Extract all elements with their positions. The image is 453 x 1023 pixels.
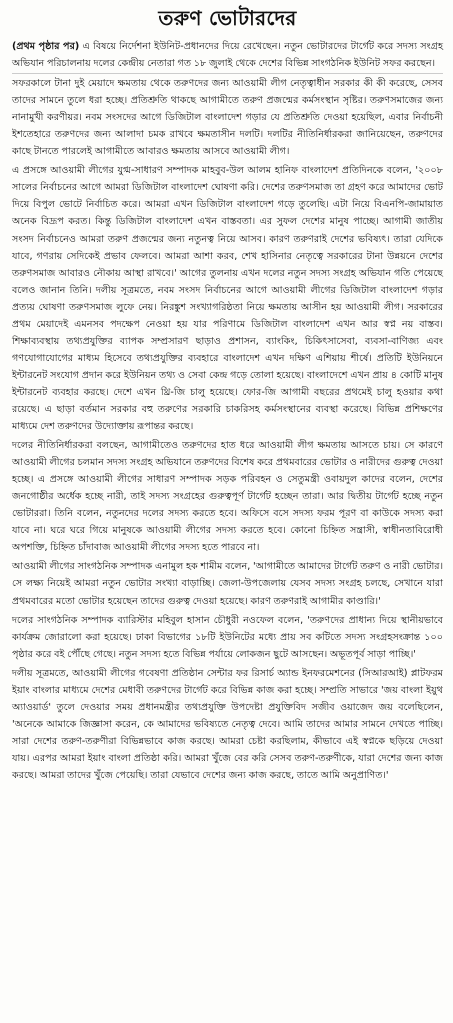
article-paragraph-4: দলের নীতিনির্ধারকরা বলছেন, আগামীতেও তরুণদের হাত ধরে আওয়ামী লীগ ক্ষমতায় আসতে চায়। সে কারণে আওয়ামী লীগের চলমান সদস্য সংগ্রহ অভিযানে তরুণদের বিশেষ করে প্রথমবারের ভোটার ও নারীদের গুরুত্ব দেওয়া হচ্ছে। এ প্রসঙ্গে আওয়ামী লীগের সাধারণ সম্পাদক সড়ক পরিবহন ও সেতুমন্ত্রী ওবায়দুল কাদের বলেন, দেশের জনগোষ্ঠীর অর্ধেক হচ্ছে নারী, তাই সদস্য সংগ্রহের গুরুত্বপূর্ণ টার্গেট হচ্ছেন তারা। আর দ্বিতীয় টার্গেট হচ্ছে নতুন ভোটাররা। তিনি বলেন, নতুনদের দলের সদস্য করতে হবে। অফিসে বসে সদস্য ফরম পূরণ বা কাউকে সদস্য করা যাবে না। ঘরে ঘরে গিয়ে মানুষকে আওয়ামী লীগের সদস্য করতে হবে। কোনো চিহ্নিত সন্ত্রাসী, স্বাধীনতাবিরোধী অপশক্তি, চিহ্নিত চাঁদাবাজ আওয়ামী লীগের সদস্য হতে পারবে না। — [12, 440, 443, 554]
paragraph-divider — [12, 73, 443, 74]
continuation-label: (প্রথম পৃষ্ঠার পর) — [12, 41, 80, 52]
article-paragraph-6: দলের সাংগঠনিক সম্পাদক ব্যারিস্টার মহিবুল হাসান চৌধুরী নওফেল বলেন, 'তরুণদের প্রাধান্য দিয়ে স্থানীয়ভাবে কার্যক্রম জোরালো করা হয়েছে। ঢাকা বিভাগের ১৮টি ইউনিটের মধ্যে প্রায় সব কটিতে সদস্য সংগ্রহসংক্রান্ত ১০০ পৃষ্ঠার করে বই পৌঁছে গেছে। নতুন সদস্য হতে বিভিন্ন পর্যায়ে লোকজন ছুটে আসছেন। অভূতপূর্ব সাড়া পাচ্ছি।' — [12, 614, 443, 660]
article-body — [12, 38, 443, 784]
article-paragraph-5: আওয়ামী লীগের সাংগঠনিক সম্পাদক এনামুল হক শামীম বলেন, 'আগামীতে আমাদের টার্গেট তরুণ ও নারী ভোটার। সে লক্ষ্য নিয়েই আমরা নতুন ভোটার সংখ্যা বাড়াচ্ছি। জেলা-উপজেলায় যেসব সদস্য সংগ্রহ চলছে, সেখানে যারা প্রথমবারের মতো ভোটার হয়েছেন তাদের গুরুত্ব দেওয়া হয়েছে। কারণ তরুণরাই আগামীর কাণ্ডারি।' — [12, 561, 443, 607]
paragraph-1-text: এ বিষয়ে নির্দেশনা ইউনিট-প্রধানদের দিয়ে রেখেছেন। নতুন ভোটারদের টার্গেট করে সদস্য সংগ্রহ অভিযান পরিচালনায় দলের কেন্দ্রীয় নেতারা গত ১৮ জুলাই থেকে দেশের বিভিন্ন সাংগঠনিক ইউনিট সফর করছেন। — [12, 41, 443, 70]
article-paragraph-7: দলীয় সূত্রমতে, আওয়ামী লীগের গবেষণা প্রতিষ্ঠান সেন্টার ফর রিসার্চ অ্যান্ড ইনফরমেশনের (সিআরআই) প্লাটফরম ইয়াং বাংলার মাধ্যমে দেশের মেধাবী তরুণদের টার্গেট করে বিভিন্ন কাজ করা হচ্ছে। সম্প্রতি সাভারে 'জয় বাংলা ইয়ুথ অ্যাওয়ার্ড' তুলে দেওয়ার সময় প্রধানমন্ত্রীর তথ্যপ্রযুক্তি উপদেষ্টা প্রযুক্তিবিদ সজীব ওয়াজেদ জয় বলেছিলেন, 'অনেকে আমাকে জিজ্ঞাসা করেন, কে আমাদের ভবিষ্যতে নেতৃত্ব দেবে। আমি তাদের আমার সামনে দেখতে পাচ্ছি। সারা দেশের তরুণ-তরুণীরা বিভিন্নভাবে কাজ করছে। আমরা চেষ্টা করছিলাম, কীভাবে এই স্বপ্নকে ছড়িয়ে দেওয়া যায়। এরপর আমরা ইয়াং বাংলা প্রতিষ্ঠা করি। আমরা খুঁজে বের করি সেসব তরুণ-তরুণীকে, যারা দেশের জন্য কাজ করছে। আমরা তাদের খুঁজে পেয়েছি। তারা যেভাবে দেশের জন্য কাজ করছে, তাতে আমি অনুপ্রাণিত।' — [12, 667, 443, 781]
article-paragraph-1 — [12, 38, 443, 72]
article-paragraph-3: এ প্রসঙ্গে আওয়ামী লীগের যুগ্ম-সাধারণ সম্পাদক মাহবুব-উল আলম হানিফ বাংলাদেশ প্রতিদিনকে বলেন, '২০০৮ সালের নির্বাচনের আগে আমরা ডিজিটাল বাংলাদেশ ঘোষণা করি। দেশের তরুণসমাজ তা গ্রহণ করে আমাদের ভোট দিয়ে বিপুল ভোটে নির্বাচিত করে। আমরা এখন ডিজিটাল বাংলাদেশ গড়ে তুলেছি। এটা নিয়ে বিএনপি-জামায়াত অনেক বিদ্রূপ করত। কিন্তু ডিজিটাল বাংলাদেশ এখন বাস্তবতা। এর সুফল দেশের মানুষ পাচ্ছে। আগামী জাতীয় সংসদ নির্বাচনেও আমরা তরুণ প্রজন্মের জন্য নতুনত্ব নিয়ে আসব। কারণ তরুণরাই দেশের ভবিষ্যৎ। তারা যেদিকে যাবে, গণরায় সেদিকেই প্রভাব ফেলবে। আমরা আশা করব, শেখ হাসিনার নেতৃত্বে সরকারের টানা উন্নয়নে দেশের তরুণসমাজ আবারও নৌকায় আস্থা রাখবে।' আগের তুলনায় এখন দলের নতুন সদস্য সংগ্রহ অভিযান গতি পেয়েছে বলেও জানান তিনি। দলীয় সূত্রমতে, নবম সংসদ নির্বাচনের আগে আওয়ামী লীগের ডিজিটাল বাংলাদেশ গড়ার প্রত্যয় ঘোষণা তরুণসমাজ লুফে নেয়। নিরঙ্কুশ সংখ্যাগরিষ্ঠতা নিয়ে ক্ষমতায় আসীন হয় আওয়ামী লীগ। সরকারের প্রথম মেয়াদেই এমনসব পদক্ষেপ নেওয়া হয় যার পরিণামে ডিজিটাল বাংলাদেশ এখন আর স্বপ্ন নয় বাস্তব। শিক্ষাব্যবস্থায় তথ্যপ্রযুক্তির ব্যাপক সম্প্রসারণ ছাড়াও প্রশাসন, ব্যাংকিং, চিকিৎসাসেবা, ব্যবসা-বাণিজ্য এবং গণযোগাযোগের মাধ্যম হিসেবে তথ্যপ্রযুক্তির ব্যবহারে বাংলাদেশ এখন দক্ষিণ এশিয়ায় শীর্ষে। প্রতিটি ইউনিয়নে ইন্টারনেট সংযোগ প্রদান করে ইউনিয়ন তথ্য ও সেবা কেন্দ্র গড়ে তোলা হয়েছে। বাংলাদেশে এখন প্রায় ৪ কোটি মানুষ ইন্টারনেট ব্যবহার করছে। দেশে এখন থ্রি-জি চালু হয়েছে। ফোর-জি আগামী বছরের প্রথমেই চালু হওয়ার কথা রয়েছে। এ ছাড়া বর্তমান সরকার বহু তরুণের সরকারি চাকরিসহ কর্মসংস্থানের ব্যবস্থা করেছে। বিভিন্ন প্রশিক্ষণের মাধ্যমে দেশ তরুণদের উদ্যোক্তায় রূপান্তর করছে। — [12, 165, 443, 433]
article-headline: তরুণ ভোটারদের — [158, 6, 297, 30]
article-paragraph-2: সফরকালে টানা দুই মেয়াদে ক্ষমতায় থেকে তরুণদের জন্য আওয়ামী লীগ নেতৃত্বাধীন সরকার কী কী করেছে, সেসব তাদের সামনে তুলে ধরা হচ্ছে। প্রতিশ্রুতি থাকছে আগামীতে তরুণ প্রজন্মের কর্মসংস্থান সৃষ্টির। তরুণসমাজের জন্য নানামুখী করণীয়র। নবম সংসদের আগে ডিজিটাল বাংলাদেশ গড়ার যে প্রতিশ্রুতি দেওয়া হয়েছিল, এবার নির্বাচনী ইশতেহারে তরুণদের জন্য আলাদা চমক রাখবে ক্ষমতাসীন দলটি। দলটির নীতিনির্ধারকরা জানিয়েছেন, তরুণদের কাছে টানতে পারলেই আগামীতে আবারও ক্ষমতায় আসবে আওয়ামী লীগ। — [12, 78, 443, 158]
